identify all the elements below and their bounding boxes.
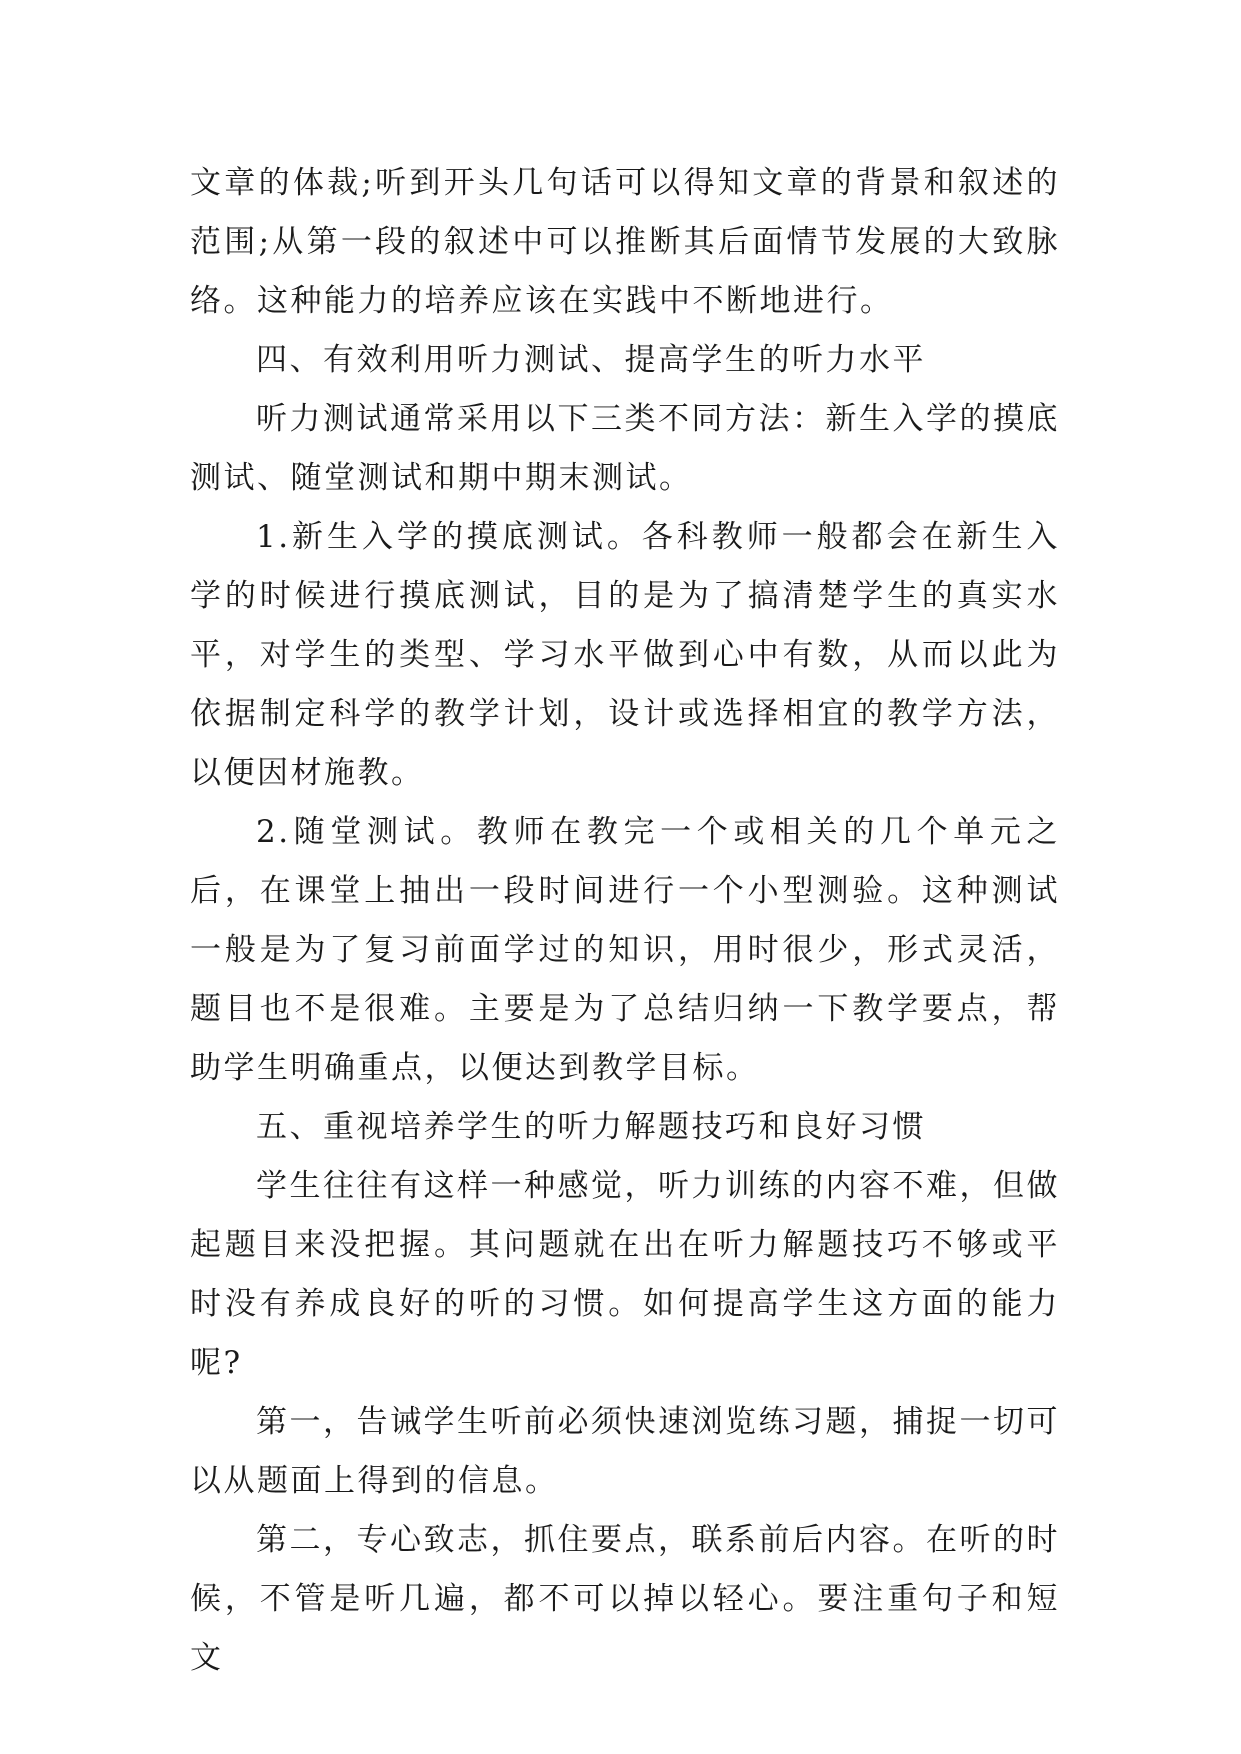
paragraph-7: 第二，专心致志，抓住要点，联系前后内容。在听的时候，不管是听几遍，都不可以掉以轻心。要注重句子和短文 (190, 1522, 1060, 1676)
paragraph-2: 听力测试通常采用以下三类不同方法：新生入学的摸底测试、随堂测试和期中期末测试。 (190, 401, 1060, 496)
paragraph-6: 第一，告诫学生听前必须快速浏览练习题，捕捉一切可以从题面上得到的信息。 (190, 1404, 1060, 1499)
section-heading-5: 五、重视培养学生的听力解题技巧和良好习惯 (256, 1109, 926, 1145)
document-body (190, 154, 1060, 1688)
paragraph-1: 文章的体裁;听到开头几句话可以得知文章的背景和叙述的范围;从第一段的叙述中可以推断其后面情节发展的大致脉络。这种能力的培养应该在实践中不断地进行。 (190, 165, 1060, 319)
paragraph-4: 2.随堂测试。教师在教完一个或相关的几个单元之后，在课堂上抽出一段时间进行一个小型测验。这种测试一般是为了复习前面学过的知识，用时很少，形式灵活，题目也不是很难。主要是为了总结归纳一下教学要点，帮助学生明确重点，以便达到教学目标。 (190, 814, 1060, 1086)
paragraph-3: 1.新生入学的摸底测试。各科教师一般都会在新生入学的时候进行摸底测试，目的是为了搞清楚学生的真实水平，对学生的类型、学习水平做到心中有数，从而以此为依据制定科学的教学计划，设计或选择相宜的教学方法，以便因材施教。 (190, 519, 1060, 791)
section-heading-4: 四、有效利用听力测试、提高学生的听力水平 (256, 342, 926, 378)
paragraph-5: 学生往往有这样一种感觉，听力训练的内容不难，但做起题目来没把握。其问题就在出在听力解题技巧不够或平时没有养成良好的听的习惯。如何提高学生这方面的能力呢? (190, 1168, 1060, 1381)
